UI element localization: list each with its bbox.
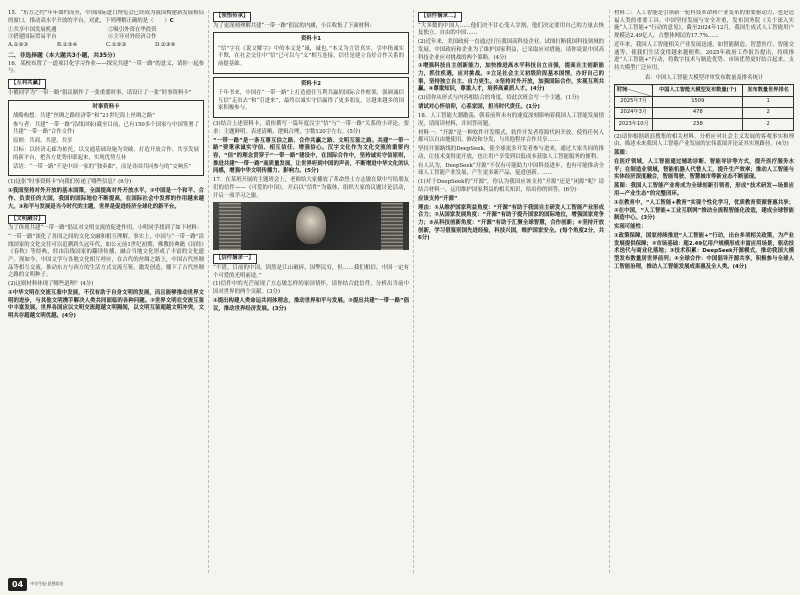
q16-stem: 16．某校布置了一道项目化学习作业——探究共建“一带一路”的意义，请你一起参与。 — [8, 60, 204, 75]
q15-option: ②吸引外资在华投资 — [108, 26, 157, 33]
q15-choice: D.②③④ — [155, 41, 176, 48]
answer-blueprint-2: 蓝图：我国人工智能产业将成为全球创新引领者，形成“技术研发—场景应用—产业生态”的完整闭环。 — [614, 183, 794, 197]
material-18-1c: 有人认为，DeepSeek“开源”不仅有可能助力中国科技进步，也有可能推动全球人工智能产业发展，产生更多新产品，促进创新。…… — [418, 162, 604, 177]
portrait-face — [296, 206, 326, 244]
ai-model-table — [614, 84, 794, 131]
column-2 — [213, 10, 409, 573]
news-card-line: 参与者：共建“一带一路”沿线国家(截至目前，已有150多个国家与中国签署了共建“一带一路”合作文件) — [13, 121, 199, 136]
table-cell: 478 — [653, 107, 743, 118]
resource-card-body: “信”字在《说文解字》中的本义是“诚，诚也。”本义为言语真实。引申指诚实不欺，在社会交往中“信”已可以与“义”相互连接，信任是建立良好合作关系的前提基础。 — [218, 45, 404, 67]
q15-answer: C — [169, 17, 174, 24]
table-cell: 2024年3月 — [615, 107, 653, 118]
page-footer — [8, 578, 63, 591]
table-row — [615, 96, 794, 107]
news-card-title: 时事资料卡 — [92, 103, 120, 110]
sub-question-2: (2)这则材料体现了哪些道理？(4分) — [8, 281, 94, 288]
material-18-1: 材料一：“开源”是一种软件开发模式，软件开发者将源代码开放，使得任何人都可以自由地使用、修改和分发，与其他程序合作共享…… — [418, 129, 604, 144]
news-card-line: 战略构想：共建“丝绸之路经济带”和“21世纪海上丝绸之路” — [13, 112, 155, 119]
q17-stem: 17．在某班开展的主题班会上，老师给大家播放了革命烈士方志敏在狱中写给朋友们的信件——《可爱的中国》，开启以“信件”为载体，组织大家的议题讨论活动，开启一项学习之旅。 — [213, 177, 409, 199]
answer-1: ①我国坚持对外开放的基本国策，全面提高对外开放水平。②中国是一个和平、合作、负责任的大国，我国的国际地位不断提高，在国际社会中发挥的作用越来越大。③和平与发展是当今时代的主题，世界是促进经济全球化的新平台。 — [8, 188, 204, 210]
intro-2: 为了体现共建“一带一路”倡议对文明交流的促进作用，小明同学找到了如下材料： — [8, 225, 203, 232]
resource-card-title: 资料卡2 — [301, 80, 321, 87]
sub-question-1: (1)这张“时事资料卡”向我们传递了哪些信息？(6分) — [8, 179, 132, 186]
material-18-2: 材料二：人工智能是引领新一轮科技革命和产业变革的重要驱动力，也是造福人类的重要工具。中国坚持发展与安全并重，发布国务院《关于深入实施“人工智能+”行动的意见》，截至2024年12月，我国生成式人工智能用户规模达2.49亿人，占整体网民的17.7%…… — [614, 10, 794, 40]
table-header-row — [615, 85, 794, 96]
sub-question-17-1: (1)信件中的光芒展现了方志敏怎样的家国情怀，请你结合此信件，分析出当前中国对世界的两个贡献。(3分) — [213, 281, 409, 296]
q18-stem: 18．人工智能大潮激荡，朝着前所未有的速度深刻影响着我国人工智能发展情况，请阅读材料，并回答问题。 — [418, 113, 604, 127]
news-card-line: 原则：共商、共建、共享 — [13, 138, 73, 145]
column-divider — [609, 10, 610, 573]
table-cell: 1 — [743, 96, 794, 107]
q15-choices — [8, 42, 204, 50]
table-cell: 2 — [743, 107, 794, 118]
table-cell: 2025年7月 — [615, 96, 653, 107]
sub-question-17-3: (3)请你从形式与内容相结合的角度，给此次班会写一个主题。(1分) — [418, 95, 579, 102]
table-header: 发布数量世界排名 — [743, 85, 794, 96]
answer-17-1: ①提出构建人类命运共同体理念，推动世界和平与发展。②提出共建“一带一路”倡议，推动世界经济发展。(3分) — [213, 297, 409, 312]
answer-18-1: 理由：①从维护国家利益角度：“开源”有助于我国自主研发人工智能产业形成合力；②从国家发展角度：“开源”有助于提升国家的国际地位，增强国家竞争力；③从科技创新角度：“开源”有助于汇聚全球智慧，合作创新；④坚持开放创新，学习借鉴别国先进经验，科技兴国，维护国家安全。(每个角度2分，共6分) — [418, 204, 604, 242]
tag-mutual-benefit: 【互利共赢】 — [8, 79, 46, 89]
sub-question-17-2: (2)近年来，美国政府一直通过打压我国高科技企业，试图打断我国科技领域的发展。中国政府和企业为了维护国家利益，已采取应对措施，请你说说中国高科技企业应对挑战的两个策略。(4分) — [418, 39, 604, 61]
letter-quote-1: “不错，目前的中国，固然是江山破碎，国弊民穷，但……我们相信，中国一定有个可爱的光明前途。” — [213, 264, 409, 279]
answer-blueprint-head: 蓝图： — [614, 150, 631, 157]
table-row — [615, 119, 794, 130]
intro-3: 为了更深刻理解共建“一带一路”倡议的内涵，小江收集了下面材料： — [213, 22, 375, 29]
news-card — [8, 100, 204, 177]
column-4 — [614, 10, 794, 573]
answer-blueprint-3: ①在教育中，“人工智能+教育”实现个性化学习，优质教育资源普惠共享；②在中国，“人工智能+工业互联网”推动全流程智能化改造，建成全球智能制造中心。(3分) — [614, 199, 794, 222]
q15-stem: 15．“东方之约”年年如约而至，中国国际进口博览会已经成为我国构建新发展格局的窗口，推动高水平开放的平台。对此，下列理解正确的是（ ）C — [8, 10, 204, 24]
intro-1: 小敏同学为“一带一路”倡议制作了一张重要时事，请设计了一张“时事资料卡” — [8, 89, 192, 96]
table-cell: 2 — [743, 119, 794, 130]
resource-card-2 — [213, 77, 409, 118]
fang-zhimin-portrait — [213, 202, 409, 250]
part2-title: 二、非选择题（本大题共3小题，共35分） — [8, 52, 119, 59]
answer-2: ①中华文明在交流互鉴中发展，不仅有助于自身文明的发展，而且能够推动世界文明的进步，与其他文明携手解决人类共同面临的各种问题。②世界文明在交流互鉴中丰富发展。世界各国应以文明交流超越文明隔阂，以文明互鉴超越文明冲突，文明共存超越文明优越。(4分) — [8, 290, 204, 320]
q15-option: ③搭建国际贸易平台 — [8, 34, 57, 41]
tag-letter-excerpt-2: 【信件摘录二】 — [418, 12, 462, 22]
q15-choice: C.①②③ — [106, 41, 127, 48]
resource-card-body: 千年书来，中国在“一带一路”上打造通往互利共赢的国际合作框架，强调诚信互信“走出去”和“引进来”，最终以诚实守信赢得了更多朋友，让越来越多的国家积极参与。 — [218, 89, 404, 112]
q15-choice: B.①③④ — [57, 41, 78, 48]
resource-card-1 — [213, 32, 409, 73]
calligraphy-strip — [381, 202, 403, 250]
answer-17-2: ①增强科技自主创新能力，加快推进高水平科技自立自强，提高自主创新能力，抓住机遇，应对挑战。②立足社会主义初级阶段基本国情，办好自己的事，坚持独立自主、自力更生。③坚持对外开放，加强国际合作，实现互利共赢。④尊重知识，尊重人才，培养高素质人才。(4分) — [418, 63, 604, 93]
column-3 — [418, 10, 604, 573]
publisher-name: 中学生报·思想政治 — [30, 581, 64, 587]
tag-heritage: 【领悟传承】 — [213, 12, 251, 22]
table-header: 中国人工智能大模型发布数量(个) — [653, 85, 743, 96]
calligraphy-strip — [219, 202, 241, 250]
material-18-1b: 坚持开源路线的DeepSeek，使全球更多开发者参与进来，通过大家共同的推动，让技术变得更开放，也让用户享受到以低成本获取人工智能服务的便利。 — [418, 146, 604, 160]
tag-letter-excerpt-1: 【信件摘录一】 — [213, 254, 257, 264]
table-header: 时间 — [615, 85, 653, 96]
answer-17-3: 请试对心怀信仰，心系家国，担当时代责任。(1分) — [418, 104, 540, 111]
news-card-line: 话语：“一带一路”不是中国一家的“独奏曲”，而是各国共同参与的“交响乐” — [13, 163, 192, 170]
column-1 — [8, 10, 204, 573]
table-row — [615, 107, 794, 118]
resource-card-title: 资料卡1 — [301, 36, 321, 43]
column-divider — [208, 10, 209, 573]
column-divider — [413, 10, 414, 573]
answer-18-1-head: 应该支持“开源” — [418, 195, 458, 202]
q15-options — [8, 27, 204, 42]
letter-quote-2: “大多数的中国人……他们决不甘心受人宰割，他们决定要用自己的力量去恢复独立、自由的中国…… — [418, 22, 604, 37]
material-2: “一带一路”深化了各国之间的文化交融和相互理解。事实上，中国与“一带一路”沿线国家的文化交往可以追溯到久远年代，如公元前1世纪初期，佛教经典籍《诗经》《春秋》等经典，经由沿线国家的翻译传播，融合当地文化形成了丰富的文化遗产。现如今，中国文学与各地文化相互呼应，在古代的丝绸之路上，中国古代丝绸品等相互交流，推动东方与西方的生活方式交流互鉴，激发创造，播下了古代丝绸之路的文明种子。 — [8, 234, 204, 279]
answer-3: “一带一路”是一条互尊互信之路、合作共赢之路、文明互鉴之路。共建“一带一路”要秉承诚实守信、相互信任、增强信心。汉字文化作为文化交流的重要内容，“信”的理念贯穿于“一带一路”建设中，在国际合作中，坚持诚实守信原则，推进共建“一带一路”高质量发展，让世界听到中国的声音，不断增进中华文化的认同感，增强中华文明传播力、影响力。(5分) — [213, 137, 409, 175]
page-number: 04 — [8, 578, 27, 591]
table-title: 表：中国人工智能大模型评审发布数量及排名统计 — [644, 74, 764, 81]
q15-choice: A.①②③ — [8, 41, 29, 48]
answer-blueprint: 在医疗领域，人工智能通过辅助诊断、智能导诊等方式，提升医疗服务水平；在制造业领域，智能机器人代替人工，提升生产效率；推动人工智能与实体经济深度融合，智能驾驶、智慧城市等新业态不断涌现。 — [614, 159, 794, 181]
sub-question-18-2: (2)请你根据新浪搜集的相关材料，分析应对社会主义发展的客观事实和理由，描述未来我国人工智能产业发展的宏伟蓝图并论证其实现路径。(4分) — [614, 133, 794, 148]
tag-civilization: 【文明融合】 — [8, 215, 46, 225]
answer-path-head: 实现可能性： — [614, 224, 647, 231]
news-card-line: 目标：以经济走廊为依托，以交通基础设施为突破，打造开放合作、共享发展的新平台，把各方优势串联起来，实现优势互补 — [13, 147, 199, 161]
answer-path: ①政策保障，国家持续推进“人工智能+”行动，出台多项相关政策，为产业发展提供保障；②市场基础：超2.49亿用户规模形成丰富应用场景，驱动技术迭代与商业化落地；③技术积累：DeepSeek开源模式，推动我国大模型发布数量居世界前列；④全球合作：中国倡导开源共享，积极参与全球人工智能治理，推动人工智能发展成果惠及全人类。(4分) — [614, 232, 794, 270]
table-cell: 238 — [653, 119, 743, 130]
table-cell: 1509 — [653, 96, 743, 107]
q15-option: ①共享中国发展机遇 — [8, 26, 57, 33]
sub-question-18-1: (1)对于DeepSeek的“开源”，你认为我国应该支持“开源”还是“闭源”呢？请结合材料一，运用维护国家利益的相关知识，给出你的回答。(6分) — [418, 179, 604, 193]
q15-option: ④主导对外经济合作 — [108, 34, 157, 41]
table-cell: 2023年10月 — [615, 119, 653, 130]
sub-question-3: (3)结合上述资料卡，请你撰写一篇年度汉字“信”与“一带一路”关系的小评论。要求：主题鲜明，表述清晰，逻辑合理，字数120字左右。(5分) — [213, 121, 409, 135]
material-18-2b: 近年来，我国人工智能相关产业发展迅速，如智能制造、智慧医疗、智能交通等，使我们生活变得越来越便利。2025年政府工作报告提出，持续推进“人工智能+”行动，将数字技术与制造优势、市场优势更好结合起来，支持大模型广泛应用。 — [614, 41, 794, 71]
